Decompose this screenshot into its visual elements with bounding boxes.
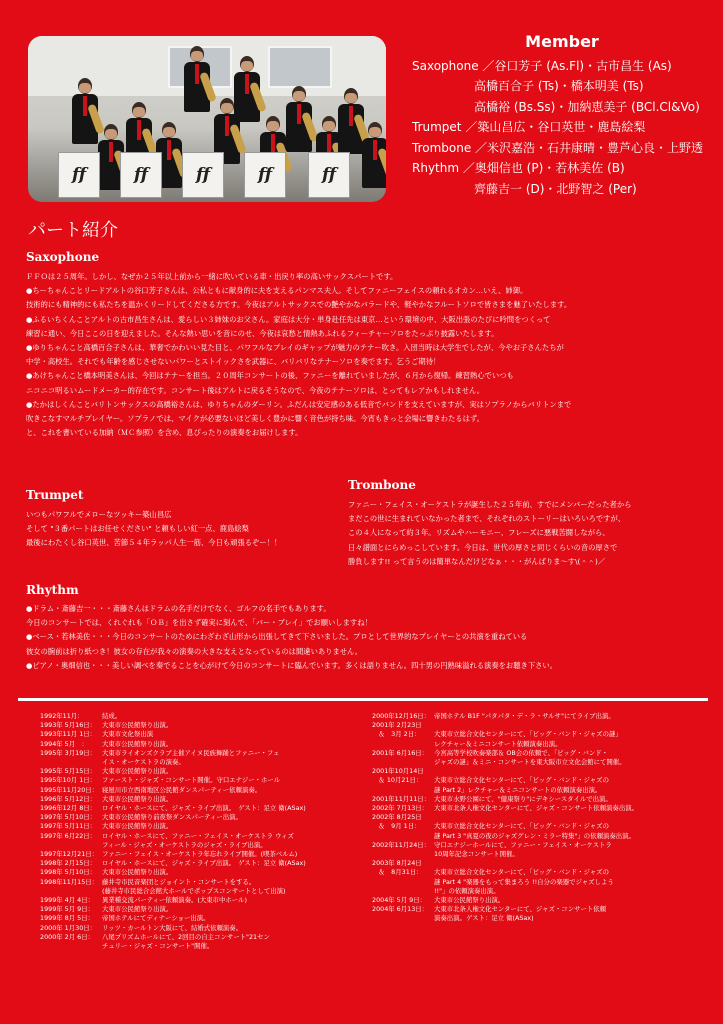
history-date bbox=[372, 786, 434, 795]
history-entry bbox=[40, 924, 360, 933]
history-text: 大東市公民館祭り出演。 bbox=[102, 868, 173, 877]
music-stand: ff bbox=[120, 152, 162, 198]
history-date: 2004年 5月 9日： bbox=[372, 896, 427, 905]
history-entry bbox=[372, 841, 712, 850]
history-entry bbox=[372, 712, 712, 721]
history-text: 謎 Part 3 "真夏の夜のジャズグレン・ミラー特集"」の依頼演奏出演。 bbox=[434, 831, 635, 840]
history-entry bbox=[372, 804, 712, 813]
history-entry bbox=[372, 776, 712, 785]
history-date: 2001年10月14日 bbox=[372, 767, 424, 776]
history-entry bbox=[40, 942, 360, 951]
history-text: 大東市公民館祭り出演。 bbox=[102, 721, 173, 730]
history-entry bbox=[40, 933, 360, 942]
history-entry bbox=[372, 740, 712, 749]
history-entry bbox=[372, 914, 712, 923]
history-date: 1994年 5月 ： bbox=[40, 739, 88, 748]
saxophone-line: ニコニコ明るいムードメーカー的存在です。コンサート後はアルトに戻るそうなので、今夜のテナーソロは、とってもレアかもしれません。 bbox=[26, 385, 485, 395]
member-rows bbox=[412, 56, 712, 200]
history-date bbox=[372, 740, 434, 749]
history-date: ＆ 3月 2日： bbox=[372, 730, 421, 739]
music-stand: ff bbox=[308, 152, 350, 198]
history-text: ロイヤル・ホースにて、ファニー・フェイス・オーケストラ ウィズ bbox=[102, 831, 294, 840]
history-entry bbox=[372, 887, 712, 896]
history-entry bbox=[40, 887, 360, 896]
history-date: 2000年 1月30日： bbox=[40, 923, 97, 932]
history-date: 1999年 5月 9日： bbox=[40, 905, 95, 914]
history-text: 帝国ホテル B1F "パタパタ・デ・ラ・サルサ"にてライブ出演。 bbox=[434, 712, 615, 720]
trumpet-line: いつもパワフルでメローなツッキー築山昌広 bbox=[26, 510, 172, 519]
history-entry bbox=[372, 878, 712, 887]
history-text: 大東市公民館祭り出演。 bbox=[102, 822, 173, 831]
history-text: 大東市公民館祭り出演。 bbox=[102, 794, 173, 803]
trumpet-line: 最後にわたくし谷口英世、苦節５４年ラッパ人生一筋、今日も頑張るぞー！！ bbox=[26, 538, 282, 548]
history-text: ロイヤル・ホースにて、ジャズ・ライブ出演。 ゲスト：足立 衛(ASax) bbox=[102, 804, 306, 813]
saxophone-line: ●ふるいちくんことアルトの古市昌生さんは、愛らしい３姉妹のお父さん。家庭は大分・単身赴任先は東京…という環境の中、大阪出張のたびに吟問をつくって bbox=[26, 314, 551, 324]
history-entry bbox=[40, 712, 360, 721]
saxophone-line: と、これを書いている加納（ＭＣ参照）を含め、息ぴったりの演奏をお届けします。 bbox=[26, 428, 303, 438]
history-date bbox=[40, 887, 102, 896]
history-entry bbox=[372, 822, 712, 831]
rhythm-line: 彼女の腕前は折り紙つき！彼女の存在が我々の演奏の大きな支えとなっているのは間違いありません。 bbox=[26, 646, 363, 656]
history-text: レクチャー＆ミニコンサート依頼演奏出演。 bbox=[434, 739, 562, 748]
history-text: 異業種交流パーティー依頼演奏。(大東市中ホール) bbox=[102, 896, 247, 905]
history-entry bbox=[372, 730, 712, 739]
history-text: 大東市公民館祭り出演。 bbox=[102, 905, 173, 914]
trombone-line: この４人になって約３年。リズムやハーモニー、フレーズに悪戦苦闘しながら、 bbox=[348, 528, 610, 538]
history-date bbox=[372, 758, 434, 767]
history-date bbox=[372, 832, 434, 841]
history-date: 2001年 2月23日 bbox=[372, 721, 422, 730]
history-entry bbox=[40, 804, 360, 813]
history-date bbox=[372, 850, 434, 859]
history-entry bbox=[372, 850, 712, 859]
history-entry bbox=[372, 786, 712, 795]
history-entry bbox=[40, 740, 360, 749]
history-text: 大東市公民館祭り前夜祭ダンスパーティー出演。 bbox=[102, 813, 242, 822]
history-date: 1993年 5月16日： bbox=[40, 721, 97, 730]
history-text: 帝国ホテルにてディナーショー出演。 bbox=[102, 914, 210, 923]
history-date bbox=[372, 878, 434, 887]
history-entry bbox=[40, 822, 360, 831]
history-date: 1999年 8月 5日： bbox=[40, 914, 95, 923]
history-date: 1995年 5月15日： bbox=[40, 767, 97, 776]
trumpet-title: Trumpet bbox=[26, 488, 84, 502]
history-left-column bbox=[40, 712, 360, 951]
music-stand: ff bbox=[182, 152, 224, 198]
history-text: 大東市立総合文化センターにて、「ビッグ・バンド・ジャズの bbox=[434, 868, 609, 877]
member-row: Trumpet ／築山昌広・谷口英世・鹿島絵梨 bbox=[412, 120, 646, 134]
history-date: 1995年10月 1日： bbox=[40, 776, 97, 785]
history-date bbox=[40, 758, 102, 767]
history-date: 2002年11月24日： bbox=[372, 840, 431, 849]
history-date: 1998年 5月10日： bbox=[40, 868, 97, 877]
history-text: 守口エナジーホールにて、ファニー・フェイス・オーケストラ bbox=[434, 840, 612, 849]
history-entry bbox=[40, 776, 360, 785]
history-date: 1997年 6月22日： bbox=[40, 831, 97, 840]
history-entry bbox=[40, 868, 360, 877]
history-text: 藤井寺市民音楽団とジョイント・コンサートをする。 bbox=[102, 877, 256, 886]
member-row: Trombone ／米沢嘉浩・石井康晴・豊芦心良・上野透 bbox=[412, 140, 704, 155]
saxophone-line: ●ちーちゃんことリードアルトの谷口芳子さんは、公私ともに献身的に夫を支えるパンマス夫人。そしてファニーフェイスの頼れるオカン…いえ、姉御。 bbox=[26, 286, 528, 296]
history-entry bbox=[372, 795, 712, 804]
history-text: ロイヤル・ホースにて、ジャズ・ライブ出演。 ゲスト：足立 衛(ASax) bbox=[102, 859, 306, 868]
history-text: !!"」の依頼演奏出演。 bbox=[434, 886, 500, 895]
history-text: 大東市ライオンズクラブ主催アイヌ民族舞踊とファニー・フェ bbox=[102, 748, 280, 757]
history-text: 大東市立総合文化センターにて、「ビッグ・バンド・ジャズの bbox=[434, 776, 609, 785]
saxophone-title: Saxophone bbox=[26, 250, 100, 264]
history-text: 大東市公民館祭り出演。 bbox=[102, 767, 173, 776]
history-text: 結成。 bbox=[102, 712, 122, 720]
saxophone-line: ＦＦＯは２５周年。しかし、なぜか２５年以上前から一緒に吹いている車・出戻り率の高いサックスパートです。 bbox=[26, 272, 398, 281]
history-entry bbox=[40, 850, 360, 859]
member-row: Saxophone ／谷口芳子 (As.Fl)・古市昌生 (As) bbox=[412, 58, 672, 73]
photo-window bbox=[268, 46, 332, 88]
trombone-text bbox=[348, 498, 631, 569]
history-text: 大東市水野公園にて、"健康祭り"にデキシースタイルで出演。 bbox=[434, 794, 612, 803]
history-entry bbox=[372, 896, 712, 905]
history-date: 2003年 8月24日 bbox=[372, 859, 422, 868]
history-text: 大東市立総合文化センターにて、「ビッグ・バンド・ジャズの謎」 bbox=[434, 730, 622, 739]
history-entry bbox=[40, 749, 360, 758]
history-date: 2002年 7月13日： bbox=[372, 804, 429, 813]
history-entry bbox=[40, 914, 360, 923]
member-row: Rhythm ／奥畑信也 (P)・若林美佐 (B) bbox=[412, 161, 625, 175]
saxophone-line: 吹きこなすマルチプレイヤー。ソプラノでは、マイクが必要ないほど美しく豊かに響く音色が持ち味。今宵もきっと会場に響きわたるはず。 bbox=[26, 414, 484, 424]
history-date: 1999年 4月 4日： bbox=[40, 896, 95, 905]
trumpet-text bbox=[26, 508, 281, 551]
rhythm-line: ●ベース・若林美佐・・・今日のコンサートのためにわざわざ山形から出張してきて下さいました。プロとして世界的なプレイヤーとの共演を重ねている bbox=[26, 632, 528, 642]
history-entry bbox=[40, 841, 360, 850]
history-text: 寝屋川市立西南地区公民館ダンスパーティー依頼演奏。 bbox=[102, 785, 262, 794]
saxophone-line: ●ゆりちゃんこと高橋百合子さんは、華奢でかわいい見た目と、パワフルなプレイのギャップが魅力のテナー吹き。入団当時は大学生でしたが、今やお子さんたちが bbox=[26, 343, 564, 353]
history-date: 1997年12月21日： bbox=[40, 850, 99, 859]
history-date: 2000年 2月 6日： bbox=[40, 932, 95, 941]
history-date: 1997年 5月10日： bbox=[40, 813, 97, 822]
member-title: Member bbox=[525, 32, 599, 51]
history-date: 1998年11月15日： bbox=[40, 877, 99, 886]
history-date bbox=[372, 887, 434, 896]
history-text: リッツ・カールトン大阪にて、結婚式依頼演奏。 bbox=[102, 923, 243, 932]
history-entry bbox=[372, 832, 712, 841]
music-stand: ff bbox=[244, 152, 286, 198]
history-date bbox=[40, 841, 102, 850]
saxophone-line: 中学・高校生。それでも年齢を感じさせないパワーとストイックさを武器に、バリバリなテナーソロを奏でます。乞うご期待！ bbox=[26, 357, 441, 367]
history-date: 1996年 5月12日： bbox=[40, 794, 97, 803]
history-entry bbox=[40, 832, 360, 841]
history-text: 八尾プリズムホールにて、2回目の自主コンサート"21セン bbox=[102, 932, 270, 941]
history-text: 今宮高等学校吹奏楽部＆ OB会の依頼で、「ビッグ・バンド・ bbox=[434, 748, 609, 757]
history-entry bbox=[40, 878, 360, 887]
history-date: 2001年11月11日： bbox=[372, 794, 431, 803]
history-date: 1993年11月 1日： bbox=[40, 730, 97, 739]
history-text: 謎 Part 2」レクチャー＆ミニコンサートの依頼演奏出演。 bbox=[434, 785, 602, 794]
history-date: 2002年 8月25日 bbox=[372, 813, 422, 822]
history-date bbox=[40, 942, 102, 951]
history-date bbox=[372, 914, 434, 923]
history-date: 1992年11月： bbox=[40, 712, 84, 720]
history-date: 2001年 6月16日： bbox=[372, 748, 429, 757]
parts-heading: パート紹介 bbox=[28, 220, 118, 241]
history-date: 1998年 2月15日： bbox=[40, 859, 97, 868]
trombone-line: ファニー・フェイス・オーケストラが誕生した２５年前、すでにメンバーだった者から bbox=[348, 500, 632, 509]
history-text: フィール・ジャズ・オーケストラのジャズ・ライブ出演。 bbox=[102, 840, 267, 849]
history-date: ＆ 9月 1日： bbox=[372, 822, 421, 831]
rhythm-text bbox=[26, 602, 557, 673]
history-entry bbox=[372, 905, 712, 914]
history-date: ＆ 8月31日： bbox=[372, 868, 423, 877]
history-entry bbox=[372, 758, 712, 767]
member-row: 高橋裕 (Bs.Ss)・加納恵美子 (BCl.Cl&Vo) bbox=[474, 99, 700, 114]
history-date: 2000年12月16日： bbox=[372, 712, 431, 720]
trumpet-line: そして "３番パートはお任せください" と頼もしい紅一点、鹿島絵梨 bbox=[26, 524, 249, 534]
saxophone-text bbox=[26, 270, 571, 440]
history-text: 10周年記念コンサート開催。 bbox=[434, 850, 519, 859]
history-date: ＆ 10月21日： bbox=[372, 776, 423, 785]
trombone-line: まだこの世に生まれていなかった者まで、それぞれのストーリーはいろいろですが、 bbox=[348, 514, 626, 524]
rhythm-title: Rhythm bbox=[26, 583, 79, 597]
history-entry bbox=[40, 786, 360, 795]
history-text: 大東市文化祭出演 bbox=[102, 730, 154, 739]
history-right-column bbox=[372, 712, 712, 924]
trombone-line: 日々譜面とにらめっこしています。今日は、世代の厚さと同じくらいの音の厚さで bbox=[348, 542, 618, 552]
history-text: 演奏出演。ゲスト：足立 衛(ASax) bbox=[434, 914, 534, 923]
history-entry bbox=[40, 896, 360, 905]
history-text: 大東市立総合文化センターにて、「ビッグ・バンド・ジャズの bbox=[434, 822, 609, 831]
trombone-title: Trombone bbox=[348, 478, 416, 492]
rhythm-line: 今日のコンサートでは、くれぐれも「ＯＢ」を出さず確実に刻んで、「バー・ブレイ」でお願いしますね！ bbox=[26, 618, 372, 628]
saxophone-line: ●あけちゃんこと橋本明美さんは、今回はテナーを担当。２０周年コンサートの後、ファニーを離れていましたが、６月から復帰。練習熱心でいつも bbox=[26, 371, 514, 381]
history-text: ファースト・ジャズ・コンサート開催。守口エナジー・ホール bbox=[102, 776, 281, 785]
member-row: 齊藤吉一 (D)・北野智之 (Per) bbox=[474, 181, 637, 196]
saxophone-line: 技術的にも精神的にも私たちを温かくリードしてくださる方です。今夜はアルトサックスでの艶やかなバラードや、軽やかなフルートソロで皆さまを魅了いたします。 bbox=[26, 300, 572, 310]
history-text: 謎 Part 4 "楽器をもって集まろう !!自分の楽器でジャズしよう bbox=[434, 877, 614, 886]
rhythm-line: ●ドラム・斎藤吉一・・・斎藤さんはドラムの名手だけでなく、ゴルフの名手でもあります。 bbox=[26, 604, 331, 613]
saxophone-line: ●たかはしくんことバリトンサックスの高橋裕さんは、ゆりちゃんのダーリン。ふだんは安定感のある低音でバンドを支えていますが、実はソプラノからバリトンまで bbox=[26, 399, 572, 409]
history-date: 1996年12月 8日： bbox=[40, 804, 97, 813]
history-text: (藤井寺市民総合会館大ホールでポップスコンサートとして出演) bbox=[102, 886, 286, 895]
saxophone-line: 練習に通い、今日ここの日を迎えました。そんな熱い思いを音にのせ、今夜は哀愁と情熱あふれるフィーチャーソロをたっぷり披露いたします。 bbox=[26, 328, 499, 338]
rhythm-line: ●ピアノ・奥畑信也・・・美しい調べを奏でることを心がけて今日のコンサートに臨んでいます。多くは語りません。四十男の円熟味溢れる演奏をお聴き下さい。 bbox=[26, 660, 558, 670]
history-entry bbox=[40, 795, 360, 804]
band-photo bbox=[28, 36, 386, 202]
section-divider bbox=[18, 698, 708, 701]
history-entry bbox=[40, 730, 360, 739]
history-date: 1995年 3月19日： bbox=[40, 748, 97, 757]
history-text: 大東市公民館祭り出演。 bbox=[102, 739, 173, 748]
history-text: チュリー・ジャズ・コンサート"開催。 bbox=[102, 942, 214, 951]
history-text: ファニー・フェイス・オーケストラ年忘れライブ開催。(喫茶ベルム) bbox=[102, 850, 298, 859]
history-text: イス・オーケストラの演奏。 bbox=[102, 758, 185, 767]
history-entry bbox=[372, 749, 712, 758]
history-date: 2004年 6月13日： bbox=[372, 905, 429, 914]
history-entry bbox=[40, 758, 360, 767]
member-row: 高橋百合子 (Ts)・橋本明美 (Ts) bbox=[474, 79, 644, 93]
history-text: 大東市北条人権文化センターにて、ジャズ・コンサート依頼演奏出演。 bbox=[434, 804, 638, 813]
history-text: ジャズの謎」＆ミニ・コンサートを東大阪市立文化会館にて開催。 bbox=[434, 758, 626, 767]
history-entry bbox=[372, 868, 712, 877]
history-date: 1997年 5月11日： bbox=[40, 822, 97, 831]
history-text: 大東市公民館祭り出演。 bbox=[434, 896, 505, 905]
trombone-line: 勝負します!! って言うのは簡単なんだけどなぁ・・・がんばりま～す\(＾＾)／ bbox=[348, 556, 606, 566]
member-list bbox=[412, 32, 712, 199]
history-text: 大東市北条人権文化センターにて、ジャズ・コンサート依頼 bbox=[434, 905, 607, 914]
music-stand: ff bbox=[58, 152, 100, 198]
history-date: 1995年11月20日： bbox=[40, 785, 99, 794]
